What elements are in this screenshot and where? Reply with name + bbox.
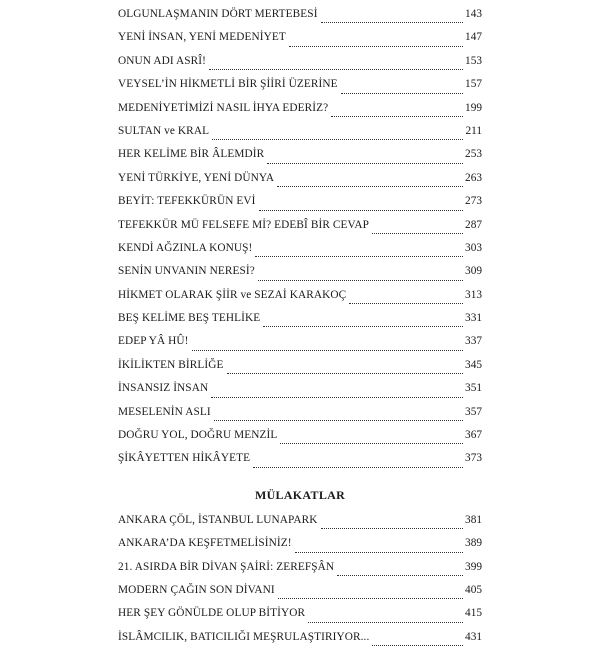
toc-entry-title: İNSANSIZ İNSAN	[118, 382, 209, 395]
dot-leader	[192, 349, 464, 351]
toc-entry	[118, 429, 482, 452]
dot-leader	[255, 255, 463, 257]
dot-leader	[321, 21, 463, 23]
toc-entry	[118, 102, 482, 125]
toc-entry	[118, 584, 482, 607]
toc-entry-title: MEDENİYETİMİZİ NASIL İHYA EDERİZ?	[118, 101, 329, 114]
dot-leader	[253, 466, 463, 468]
toc-entry	[118, 607, 482, 630]
toc-entry-page-number: 381	[465, 513, 482, 526]
dot-leader	[212, 138, 463, 140]
dot-leader	[214, 419, 463, 421]
toc-entry	[118, 289, 482, 312]
toc-list	[118, 514, 482, 654]
toc-entry-page-number: 303	[465, 241, 482, 254]
toc-entry	[118, 125, 482, 148]
toc-entry-title: EDEP YÂ HÛ!	[118, 335, 189, 348]
toc-entry-title: DOĞRU YOL, DOĞRU MENZİL	[118, 429, 278, 442]
toc-entry-title: YENİ TÜRKİYE, YENİ DÜNYA	[118, 171, 275, 184]
toc-entry-page-number: 157	[465, 78, 482, 91]
dot-leader	[349, 302, 463, 304]
toc-entry-title: İSLÂMCILIK, BATICILIĞI MEŞRULAŞTIRIYOR...	[118, 630, 370, 643]
toc-entry	[118, 219, 482, 242]
toc-entry-title: ANKARA ÇÖL, İSTANBUL LUNAPARK	[118, 513, 318, 526]
toc-entry-title: VEYSEL’İN HİKMETLİ BİR ŞİİRİ ÜZERİNE	[118, 78, 338, 91]
toc-entry	[118, 406, 482, 429]
toc-entry-title: YENİ İNSAN, YENİ MEDENİYET	[118, 31, 286, 44]
dot-leader	[308, 621, 463, 623]
dot-leader	[372, 232, 463, 234]
toc-entry	[118, 242, 482, 265]
toc-entry	[118, 537, 482, 560]
toc-entry	[118, 148, 482, 171]
toc-entry-page-number: 309	[465, 265, 482, 278]
toc-entry-page-number: 273	[465, 195, 482, 208]
toc-entry	[118, 265, 482, 288]
toc-entry-title: KENDİ AĞZINLA KONUŞ!	[118, 241, 253, 254]
toc-entry-page-number: 253	[465, 148, 482, 161]
dot-leader	[372, 644, 463, 646]
dot-leader	[295, 551, 463, 553]
toc-entry-title: SULTAN ve KRAL	[118, 124, 210, 137]
toc-entry-page-number: 367	[465, 429, 482, 442]
toc-entry-page-number: 405	[465, 583, 482, 596]
toc-entry	[118, 561, 482, 584]
toc-entry	[118, 631, 482, 654]
toc-entry-title: BEYİT: TEFEKKÜRÜN EVİ	[118, 195, 256, 208]
toc-entry	[118, 335, 482, 358]
toc-entry-page-number: 345	[465, 358, 482, 371]
toc-entry	[118, 31, 482, 54]
dot-leader	[227, 372, 464, 374]
toc-entry-page-number: 331	[465, 312, 482, 325]
dot-leader	[331, 115, 463, 117]
table-of-contents	[118, 8, 482, 654]
toc-entry-page-number: 211	[465, 124, 482, 137]
dot-leader	[321, 527, 464, 529]
toc-entry-title: 21. ASIRDA BİR DİVAN ŞAİRİ: ZEREFŞÂN	[118, 560, 335, 573]
dot-leader	[341, 92, 463, 94]
dot-leader	[211, 396, 463, 398]
toc-entry-page-number: 313	[465, 288, 482, 301]
toc-entry-title: BEŞ KELİME BEŞ TEHLİKE	[118, 312, 261, 325]
dot-leader	[337, 574, 463, 576]
toc-entry	[118, 514, 482, 537]
toc-entry-title: SENİN UNVANIN NERESİ?	[118, 265, 255, 278]
toc-entry-page-number: 337	[465, 335, 482, 348]
toc-entry	[118, 78, 482, 101]
toc-entry-title: TEFEKKÜR MÜ FELSEFE Mİ? EDEBÎ BİR CEVAP	[118, 218, 369, 231]
toc-entry-page-number: 263	[465, 171, 482, 184]
toc-entry-title: ŞİKÂYETTEN HİKÂYETE	[118, 452, 251, 465]
toc-entry-page-number: 199	[465, 101, 482, 114]
toc-entry-title: ANKARA’DA KEŞFETMELİSİNİZ!	[118, 537, 292, 550]
dot-leader	[209, 68, 463, 70]
toc-entry-title: İKİLİKTEN BİRLİĞE	[118, 358, 224, 371]
toc-entry-page-number: 351	[465, 382, 482, 395]
toc-list	[118, 8, 482, 476]
toc-entry	[118, 452, 482, 475]
toc-entry-page-number: 415	[465, 607, 482, 620]
toc-entry	[118, 172, 482, 195]
toc-entry-page-number: 357	[465, 405, 482, 418]
dot-leader	[277, 185, 463, 187]
toc-entry-page-number: 389	[465, 537, 482, 550]
toc-entry	[118, 8, 482, 31]
toc-entry	[118, 312, 482, 335]
toc-entry-page-number: 153	[465, 54, 482, 67]
toc-entry-page-number: 431	[465, 630, 482, 643]
toc-entry	[118, 195, 482, 218]
toc-entry-page-number: 143	[465, 8, 482, 20]
toc-entry-title: MESELENİN ASLI	[118, 405, 211, 418]
toc-entry	[118, 55, 482, 78]
toc-entry	[118, 382, 482, 405]
toc-entry-title: HER KELİME BİR ÂLEMDİR	[118, 148, 265, 161]
toc-entry-page-number: 373	[465, 452, 482, 465]
toc-entry-page-number: 399	[465, 560, 482, 573]
dot-leader	[263, 325, 463, 327]
section-heading: MÜLAKATLAR	[254, 487, 346, 502]
toc-entry	[118, 359, 482, 382]
toc-entry-title: HİKMET OLARAK ŞİİR ve SEZAİ KARAKOÇ	[118, 288, 347, 301]
toc-entry-page-number: 147	[465, 31, 482, 44]
toc-entry-title: HER ŞEY GÖNÜLDE OLUP BİTİYOR	[118, 607, 306, 620]
toc-entry-title: ONUN ADI ASRÎ!	[118, 54, 207, 67]
toc-entry-page-number: 287	[465, 218, 482, 231]
dot-leader	[289, 45, 463, 47]
toc-entry-title: OLGUNLAŞMANIN DÖRT MERTEBESİ	[118, 8, 318, 20]
dot-leader	[259, 209, 464, 211]
toc-entry-title: MODERN ÇAĞIN SON DİVANI	[118, 583, 275, 596]
dot-leader	[258, 279, 463, 281]
dot-leader	[267, 162, 463, 164]
dot-leader	[278, 597, 463, 599]
dot-leader	[280, 442, 463, 444]
